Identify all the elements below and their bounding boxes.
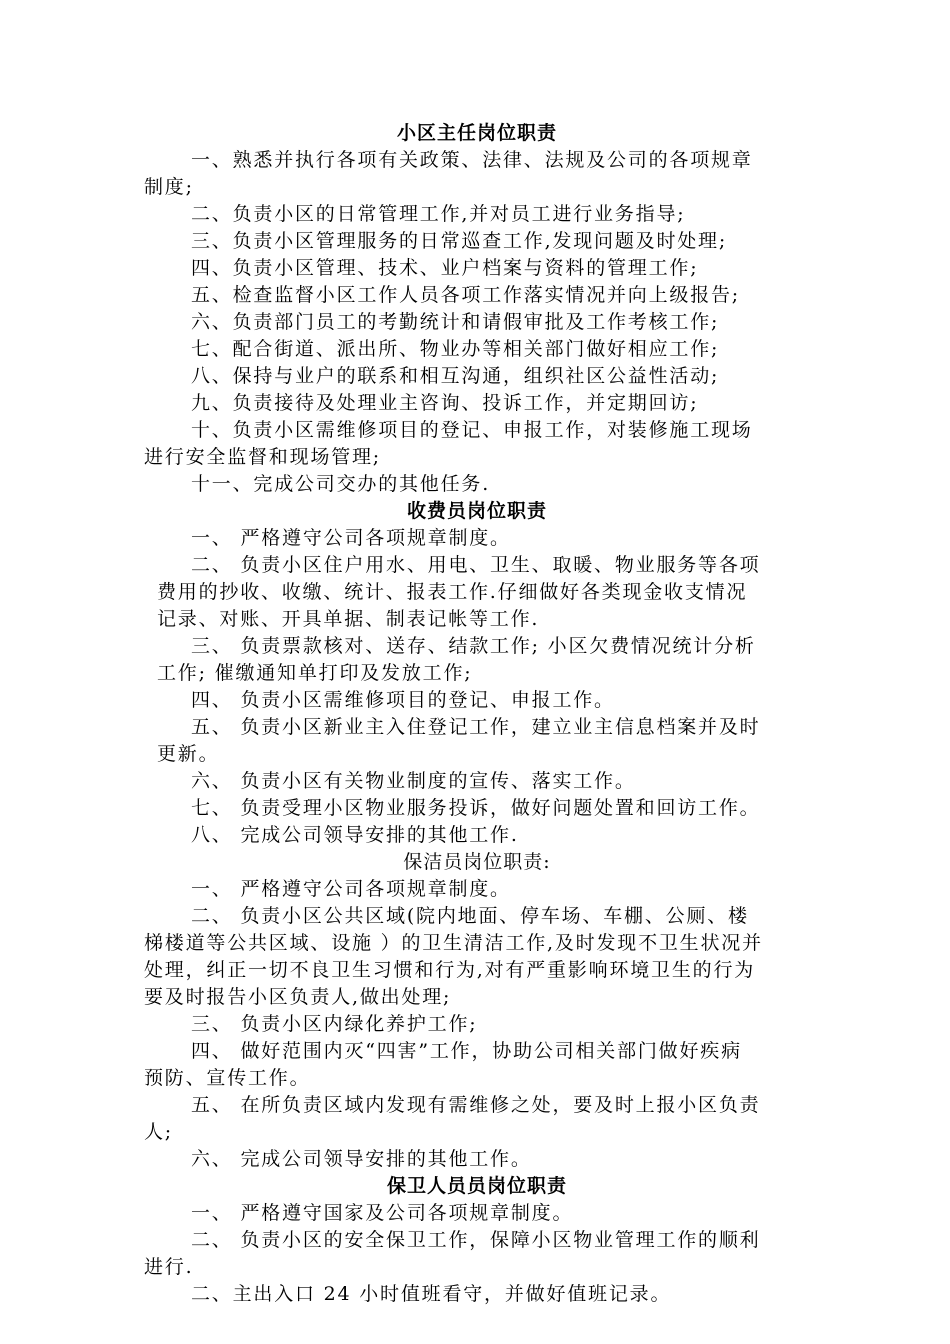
- paragraph-line: 八、保持与业户的联系和相互沟通，组织社区公益性活动;: [191, 365, 720, 387]
- paragraph-line: 进行安全监督和现场管理;: [144, 446, 382, 468]
- paragraph-line: 二、 负责小区的安全保卫工作，保障小区物业管理工作的顺利: [191, 1229, 761, 1251]
- paragraph-line: 四、 做好范围内灭“四害”工作，协助公司相关部门做好疾病: [191, 1040, 742, 1062]
- paragraph-line: 记录、对账、开具单据、制表记帐等工作.: [157, 608, 540, 630]
- paragraph-line: 二、主出入口 24 小时值班看守，并做好值班记录。: [191, 1283, 672, 1305]
- paragraph-line: 七、配合街道、派出所、物业办等相关部门做好相应工作;: [191, 338, 720, 360]
- paragraph-line: 处理，纠正一切不良卫生习惯和行为,对有严重影响环境卫生的行为: [144, 959, 756, 981]
- paragraph-line: 更新。: [157, 743, 220, 765]
- paragraph-line: 进行.: [144, 1256, 194, 1278]
- section-title-cleaner: 保洁员岗位职责:: [403, 851, 551, 873]
- paragraph-line: 四、 负责小区需维修项目的登记、申报工作。: [191, 689, 615, 711]
- paragraph-line: 七、 负责受理小区物业服务投诉，做好问题处置和回访工作。: [191, 797, 761, 819]
- paragraph-line: 三、 负责小区内绿化养护工作;: [191, 1013, 478, 1035]
- paragraph-line: 四、负责小区管理、技术、业户档案与资料的管理工作;: [191, 257, 699, 279]
- paragraph-line: 三、 负责票款核对、送存、结款工作; 小区欠费情况统计分析: [191, 635, 756, 657]
- paragraph-line: 梯楼道等公共区域、设施 ）的卫生清洁工作,及时发现不卫生状况并: [144, 932, 763, 954]
- paragraph-line: 一、 严格遵守公司各项规章制度。: [191, 527, 511, 549]
- paragraph-line: 六、负责部门员工的考勤统计和请假审批及工作考核工作;: [191, 311, 720, 333]
- paragraph-line: 一、 严格遵守国家及公司各项规章制度。: [191, 1202, 574, 1224]
- paragraph-line: 六、 负责小区有关物业制度的宣传、落实工作。: [191, 770, 636, 792]
- section-title-cashier: 收费员岗位职责: [406, 500, 547, 522]
- paragraph-line: 制度;: [144, 176, 194, 198]
- document-page: [144, 120, 810, 1308]
- paragraph-line: 要及时报告小区负责人,做出处理;: [144, 986, 452, 1008]
- paragraph-line: 二、负责小区的日常管理工作,并对员工进行业务指导;: [191, 203, 686, 225]
- paragraph-line: 八、 完成公司领导安排的其他工作.: [191, 824, 519, 846]
- paragraph-line: 十一、完成公司交办的其他任务.: [191, 473, 491, 495]
- paragraph-line: 二、 负责小区住户用水、用电、卫生、取暖、物业服务等各项: [191, 554, 761, 576]
- paragraph-line: 预防、宣传工作。: [144, 1067, 311, 1089]
- paragraph-line: 六、 完成公司领导安排的其他工作。: [191, 1148, 532, 1170]
- paragraph-line: 三、负责小区管理服务的日常巡查工作,发现问题及时处理;: [191, 230, 728, 252]
- section-title-director: 小区主任岗位职责: [396, 122, 557, 144]
- paragraph-line: 十、负责小区需维修项目的登记、申报工作，对装修施工现场: [191, 419, 753, 441]
- section-title-security: 保卫人员员岗位职责: [386, 1175, 567, 1197]
- paragraph-line: 费用的抄收、收缴、统计、报表工作.仔细做好各类现金收支情况: [157, 581, 748, 603]
- paragraph-line: 五、 负责小区新业主入住登记工作，建立业主信息档案并及时: [191, 716, 761, 738]
- paragraph-line: 九、负责接待及处理业主咨询、投诉工作，并定期回访;: [191, 392, 699, 414]
- paragraph-line: 一、熟悉并执行各项有关政策、法律、法规及公司的各项规章: [191, 149, 753, 171]
- paragraph-line: 人;: [144, 1121, 174, 1143]
- paragraph-line: 五、检查监督小区工作人员各项工作落实情况并向上级报告;: [191, 284, 741, 306]
- paragraph-line: 工作; 催缴通知单打印及发放工作;: [157, 662, 473, 684]
- paragraph-line: 五、 在所负责区域内发现有需维修之处，要及时上报小区负责: [191, 1094, 761, 1116]
- paragraph-line: 一、 严格遵守公司各项规章制度。: [191, 878, 511, 900]
- paragraph-line: 二、 负责小区公共区域(院内地面、停车场、车棚、公厕、楼: [191, 905, 749, 927]
